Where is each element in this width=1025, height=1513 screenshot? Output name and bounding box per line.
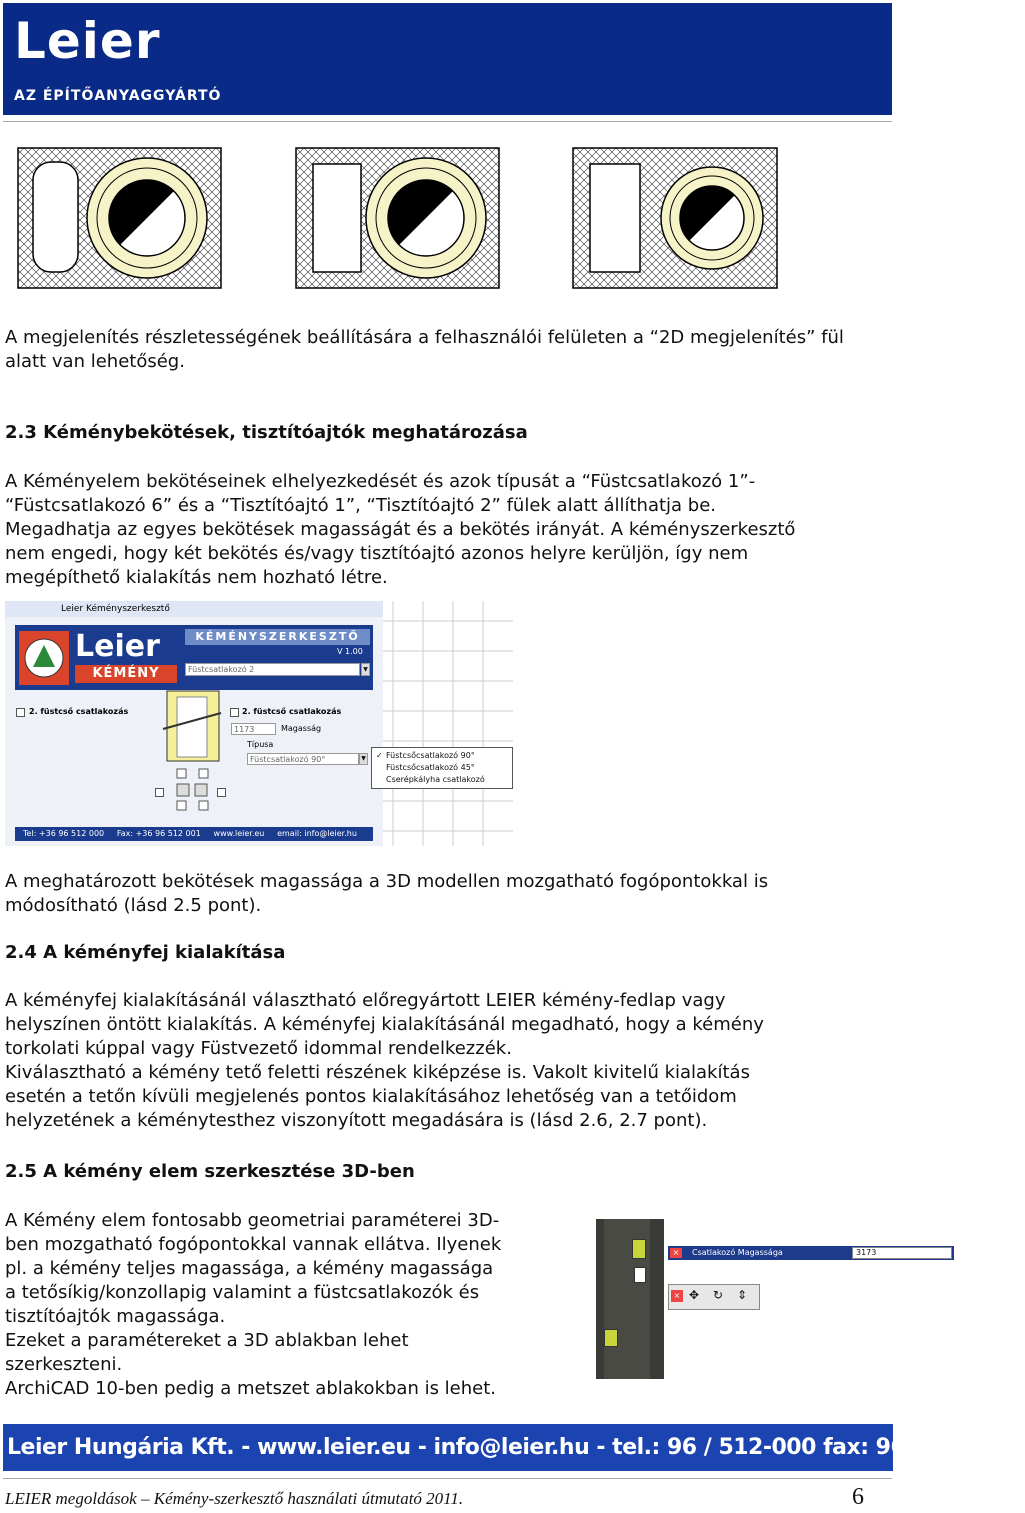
height-label: Magasság	[281, 724, 322, 733]
type-label: Típusa	[247, 740, 274, 749]
edit-toolbar	[668, 1284, 760, 1310]
right-side-checkbox[interactable]	[217, 788, 226, 797]
heading-2-4: 2.4 A kéményfej kialakítása	[5, 942, 286, 963]
close-icon[interactable]: ×	[670, 1248, 682, 1258]
paragraph-chimney-head: A kéményfej kialakításánál választható előregyártott LEIER kémény-fedlap vagy helyszínen öntött kialakítás. A kéményfej kialakításánál megadható, hogy a kémény torkolati kúppal vagy Füstvezető idommal rendelkezzék. Kiválasztható a kémény tető feletti részének kiképzése is. Vakolt kivitelű kialakítás esetén a tetőn kívüli megjelenés pontos kialakításához lehetőség van a tetőidom helyzetének a kéménytesthez viszonyított megadására is (lásd 2.6, 2.7 pont).	[5, 990, 764, 1131]
ui-kemeny-label: KÉMÉNY	[75, 665, 177, 683]
left-connection-checkbox[interactable]	[16, 708, 25, 717]
leier-logo: Leier	[14, 12, 161, 70]
dropdown-option[interactable]: Füstcsőcsatlakozó 45°	[386, 763, 475, 772]
dropdown-option[interactable]: Füstcsőcsatlakozó 90°	[386, 751, 475, 760]
handle-icon[interactable]	[604, 1329, 618, 1347]
paragraph-2d-display: A megjelenítés részletességének beállítására a felhasználói felületen a “2D megjelenítés” fül alatt van lehetőség.	[5, 327, 844, 372]
paragraph-3d-handles: A meghatározott bekötések magassága a 3D modellen mozgatható fogópontokkal is módosítható (lásd 2.5 pont).	[5, 871, 769, 916]
paragraph-3d-editing: A Kémény elem fontosabb geometriai paraméterei 3D- ben mozgatható fogópontokkal vannak ellátva. Ilyenek pl. a kémény teljes magassága, a kémény magassága a tetősíkig/konzollapig valamint a füstcsatlakozók és tisztítóajtók magassága. Ezeket a paramétereket a 3D ablakban lehet szerkeszteni. ArchiCAD 10-ben pedig a metszet ablakokban is lehet.	[5, 1210, 502, 1399]
ui-leier-logo: Leier	[75, 629, 160, 664]
paragraph-connections: A Kéményelem bekötéseinek elhelyezkedését és azok típusát a “Füstcsatlakozó 1”- “Füstcsatlakozó 6” és a “Tisztítóajtó 1”, “Tisztítóajtó 2” fülek alatt állíthatja be. Megadhatja az egyes bekötések magasságát és a bekötés irányát. A kéményszerkesztő nem engedi, hogy két bekötés és/vagy tisztítóajtó azonos helyre kerüljön, így nem megépíthető kialakítás nem hozható létre.	[5, 471, 796, 588]
window-title: Leier Kéményszerkesztő	[5, 601, 383, 617]
contact-banner: Leier Hungária Kft. - www.leier.eu - info@leier.hu - tel.: 96 / 512-000 fax: 96 / 512-001	[3, 1424, 893, 1471]
contact-bar: Tel: +36 96 512 000 Fax: +36 96 512 001 www.leier.eu email: info@leier.hu	[15, 827, 373, 841]
version-label: V 1.00	[337, 647, 363, 656]
heading-2-5: 2.5 A kémény elem szerkesztése 3D-ben	[5, 1161, 415, 1182]
header-divider	[3, 121, 892, 122]
dropdown-option[interactable]: Cserépkályha csatlakozó	[386, 775, 485, 784]
left-side-checkbox[interactable]	[155, 788, 164, 797]
type-chevron-down-icon[interactable]: ▼	[359, 753, 368, 765]
check-icon: ✓	[376, 751, 383, 760]
3d-chimney-view	[596, 1219, 664, 1379]
stretch-icon[interactable]: ⇕	[737, 1288, 748, 1302]
type-select[interactable]: Füstcsatlakozó 90°	[247, 753, 359, 765]
footer-divider	[3, 1478, 892, 1479]
handle-icon[interactable]	[634, 1267, 646, 1283]
right-connection-label: 2. füstcső csatlakozás	[242, 707, 342, 716]
grid-background	[383, 601, 513, 846]
type-dropdown-list	[371, 747, 513, 789]
height-input[interactable]: 1173	[231, 723, 276, 735]
chimney-section-drawings	[0, 140, 960, 295]
editor-band-title: KÉMÉNYSZERKESZTŐ	[185, 629, 370, 645]
parameter-label: Csatlakozó Magassága	[688, 1246, 848, 1260]
chevron-down-icon[interactable]: ▼	[361, 663, 370, 676]
seal-icon	[23, 637, 65, 679]
close-icon[interactable]: ×	[671, 1290, 683, 1302]
footer-title: LEIER megoldások – Kémény-szerkesztő használati útmutató 2011.	[5, 1489, 464, 1508]
heading-2-3: 2.3 Kéménybekötések, tisztítóajtók meghatározása	[5, 422, 528, 443]
parameter-value-input[interactable]: 3173	[852, 1247, 952, 1259]
chimney-elevation-icon	[163, 689, 225, 817]
logo-subtitle: AZ ÉPÍTŐANYAGGYÁRTÓ	[14, 88, 222, 104]
handle-icon[interactable]	[632, 1239, 646, 1259]
right-connection-checkbox[interactable]	[230, 708, 239, 717]
page-number: 6	[852, 1484, 864, 1510]
chimney-section-1	[18, 148, 221, 288]
connector-select[interactable]: Füstcsatlakozó 2	[185, 663, 360, 676]
chimney-editor-screenshot	[5, 601, 513, 846]
rotate-icon[interactable]: ↻	[713, 1288, 724, 1302]
left-connection-label: 2. füstcső csatlakozás	[29, 707, 129, 716]
move-icon[interactable]: ✥	[689, 1288, 700, 1302]
chimney-section-2	[296, 148, 499, 288]
chimney-section-3	[573, 148, 777, 288]
